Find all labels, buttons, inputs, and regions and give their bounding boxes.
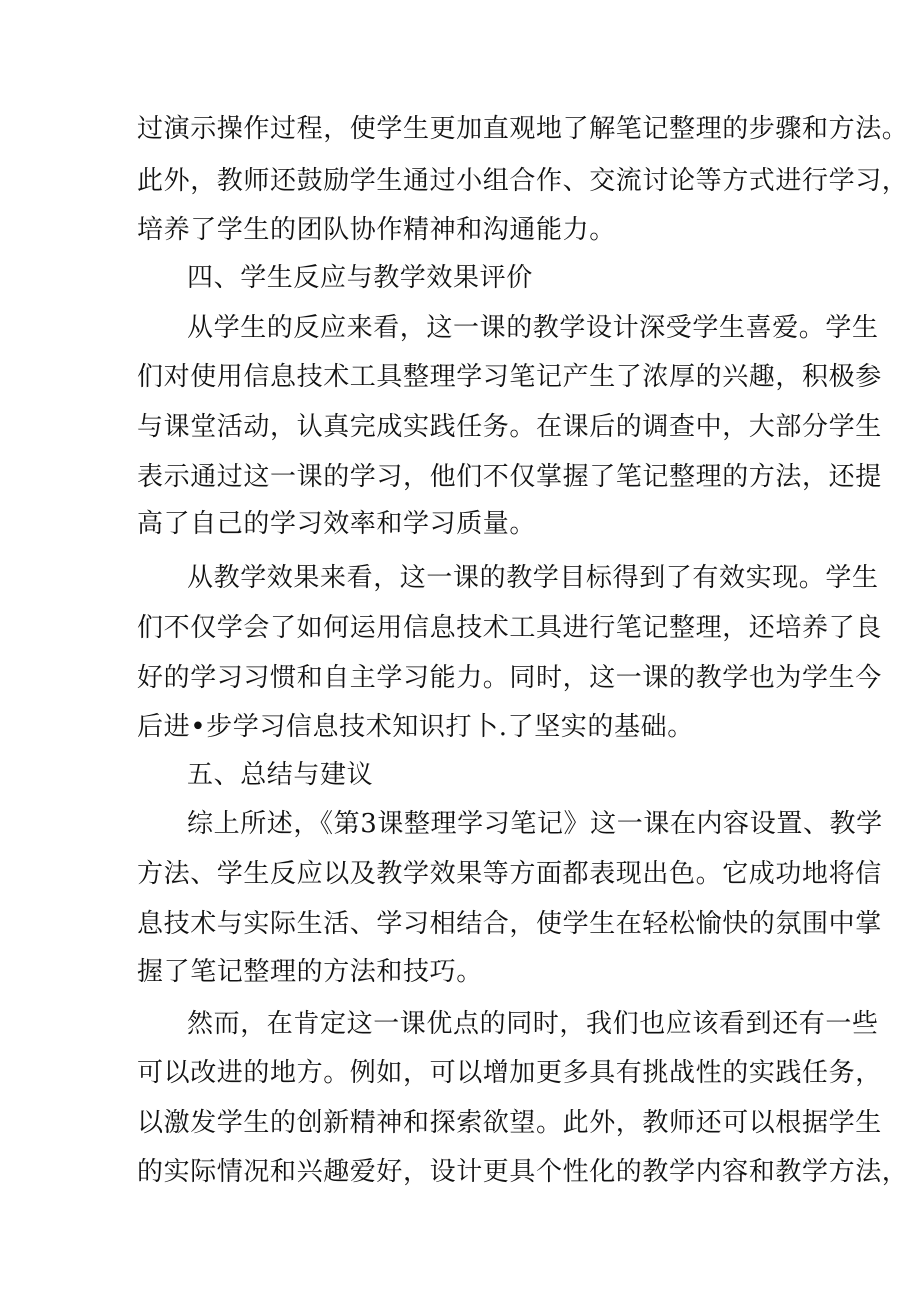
text-line: 从教学效果来看，这一课的教学目标得到了有效实现。学生 (187, 563, 879, 593)
text-line: 好的学习习惯和自主学习能力。同时，这一课的教学也为学生今 (137, 663, 882, 693)
text-line: 息技术与实际生活、学习相结合，使学生在轻松愉快的氛围中掌 (137, 909, 882, 939)
text-line: 高了自己的学习效率和学习质量。 (137, 509, 537, 539)
text-line: 与课堂活动，认真完成实践任务。在课后的调查中，大部分学生 (137, 412, 882, 442)
text-line: 后进•步学习信息技术知识打卜.了坚实的基础。 (137, 712, 694, 742)
text-line: 过演示操作过程，使学生更加直观地了解笔记整理的步骤和方法。 (137, 114, 909, 144)
text-line: 的实际情况和兴趣爱好，设计更具个性化的教学内容和教学方法， (137, 1157, 909, 1187)
section-heading: 五、总结与建议 (187, 760, 374, 790)
text-line: 以激发学生的创新精神和探索欲望。此外，教师还可以根据学生 (137, 1108, 882, 1138)
text-line: 可以改进的地方。例如，可以增加更多具有挑战性的实践任务， (137, 1058, 882, 1088)
text-line: 此外，教师还鼓励学生通过小组合作、交流讨论等方式进行学习， (137, 166, 909, 196)
text-line: 从学生的反应来看，这一课的教学设计深受学生喜爱。学生 (187, 313, 879, 343)
section-heading: 四、学生反应与教学效果评价 (187, 263, 533, 293)
text-line: 握了笔记整理的方法和技巧。 (137, 957, 483, 987)
text-line: 们对使用信息技术工具整理学习笔记产生了浓厚的兴趣，积极参 (137, 362, 882, 392)
text-line: 然而，在肯定这一课优点的同时，我们也应该看到还有一些 (187, 1009, 879, 1039)
text-line: 们不仅学会了如何运用信息技术工具进行笔记整理，还培养了良 (137, 613, 882, 643)
text-line: 表示通过这一课的学习，他们不仅掌握了笔记整理的方法，还提 (137, 462, 882, 492)
text-line: 培养了学生的团队协作精神和沟通能力。 (137, 215, 616, 245)
text-line: 方法、学生反应以及教学效果等方面都表现出色。它成功地将信 (137, 859, 882, 889)
text-line: 综上所述，《第3课整理学习笔记》这一课在内容设置、教学 (187, 809, 883, 839)
